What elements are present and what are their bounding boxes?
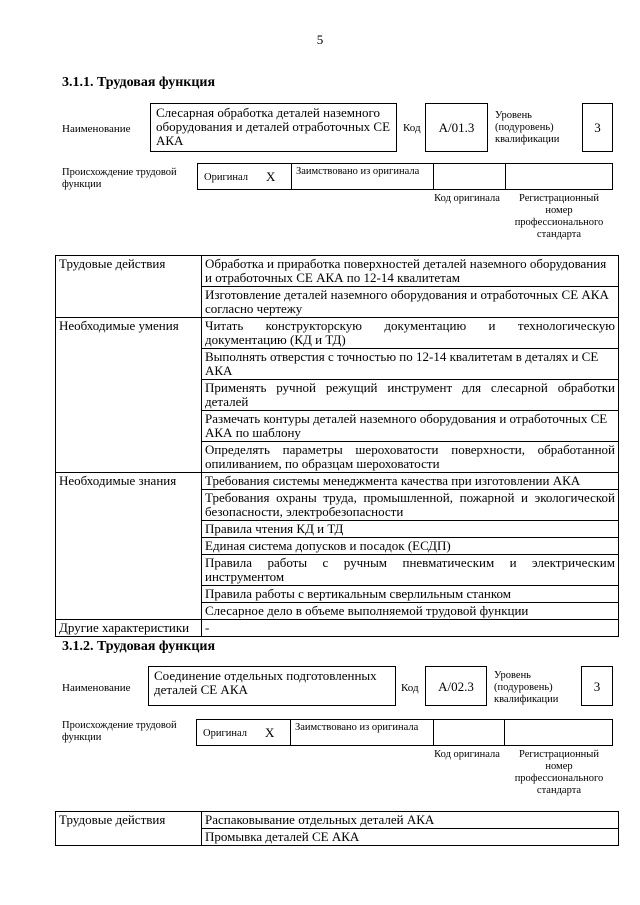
origin-box — [196, 719, 613, 746]
table-cell: Распаковывание отдельных деталей АКА — [202, 812, 619, 829]
row-label: Трудовые действия — [56, 256, 202, 318]
row-label: Трудовые действия — [56, 812, 202, 846]
level-label: Уровень (подуровень) квалификации — [495, 110, 560, 145]
table-cell: Единая система допусков и посадок (ЕСДП) — [202, 538, 619, 555]
level-label: Уровень (подуровень) квалификации — [494, 670, 559, 705]
divider — [504, 720, 505, 745]
table-cell: Размечать контуры деталей наземного оборудования и отработочных СЕ АКА по шаблону — [202, 411, 619, 442]
original-mark: X — [266, 169, 276, 184]
code-value: А/02.3 — [425, 666, 487, 706]
row-label: Другие характеристики — [56, 620, 202, 637]
divider — [433, 164, 434, 189]
page-number: 5 — [316, 32, 324, 47]
table-cell: Промывка деталей СЕ АКА — [202, 829, 619, 846]
function-table — [55, 255, 619, 637]
reg-number-label: Регистрационный номер профессионального стандарта — [514, 749, 604, 796]
table-cell: Требования системы менеджмента качества при изготовлении АКА — [202, 473, 619, 490]
table-cell: Правила чтения КД и ТД — [202, 521, 619, 538]
table-cell: Правила работы с ручным пневматическим и электрическим инструментом — [202, 555, 619, 586]
table-cell: Читать конструкторскую документацию и технологическую документацию (КД и ТД) — [202, 318, 619, 349]
reg-number-label: Регистрационный номер профессионального стандарта — [514, 193, 604, 240]
row-label: Необходимые знания — [56, 473, 202, 620]
level-value: 3 — [581, 666, 613, 706]
name-value: Соединение отдельных подготовленных деталей СЕ АКА — [148, 666, 396, 706]
original-label: Оригинал — [204, 172, 248, 183]
code-value: А/01.3 — [425, 103, 488, 152]
name-label: Наименование — [62, 682, 131, 694]
borrowed-label: Заимствовано из оригинала — [295, 722, 419, 733]
table-cell: Требования охраны труда, промышленной, пожарной и экологической безопасности, электробезопасности — [202, 490, 619, 521]
divider — [433, 720, 434, 745]
original-label: Оригинал — [203, 728, 247, 739]
function-table — [55, 811, 619, 846]
origin-label: Происхождение трудовой функции — [62, 720, 177, 743]
borrowed-label: Заимствовано из оригинала — [296, 166, 420, 177]
table-cell: Изготовление деталей наземного оборудования и отработочных СЕ АКА согласно чертежу — [202, 287, 619, 318]
name-value: Слесарная обработка деталей наземного оборудования и деталей отработочных СЕ АКА — [150, 103, 397, 152]
table-cell: Выполнять отверстия с точностью по 12-14 квалитетам в деталях и СЕ АКА — [202, 349, 619, 380]
table-cell: Правила работы с вертикальным сверлильным станком — [202, 586, 619, 603]
level-value: 3 — [582, 103, 613, 152]
table-cell: Определять параметры шероховатости поверхности, обработанной опиливанием, по образцам шероховатости — [202, 442, 619, 473]
origin-label: Происхождение трудовой функции — [62, 167, 177, 190]
name-label: Наименование — [62, 123, 131, 135]
section-heading: 3.1.2. Трудовая функция — [62, 639, 216, 654]
original-mark: X — [265, 725, 275, 740]
table-cell: Обработка и приработка поверхностей деталей наземного оборудования и отработочных СЕ АКА по 12-14 квалитетам — [202, 256, 619, 287]
code-label: Код — [401, 682, 419, 694]
divider — [505, 164, 506, 189]
code-label: Код — [403, 122, 421, 134]
row-label: Необходимые умения — [56, 318, 202, 473]
table-cell: - — [202, 620, 619, 637]
code-original-label: Код оригинала — [434, 749, 500, 760]
code-original-label: Код оригинала — [434, 193, 500, 204]
origin-box — [197, 163, 613, 190]
divider — [290, 720, 291, 745]
divider — [291, 164, 292, 189]
table-cell: Применять ручной режущий инструмент для слесарной обработки деталей — [202, 380, 619, 411]
section-heading: 3.1.1. Трудовая функция — [62, 75, 216, 90]
table-cell: Слесарное дело в объеме выполняемой трудовой функции — [202, 603, 619, 620]
